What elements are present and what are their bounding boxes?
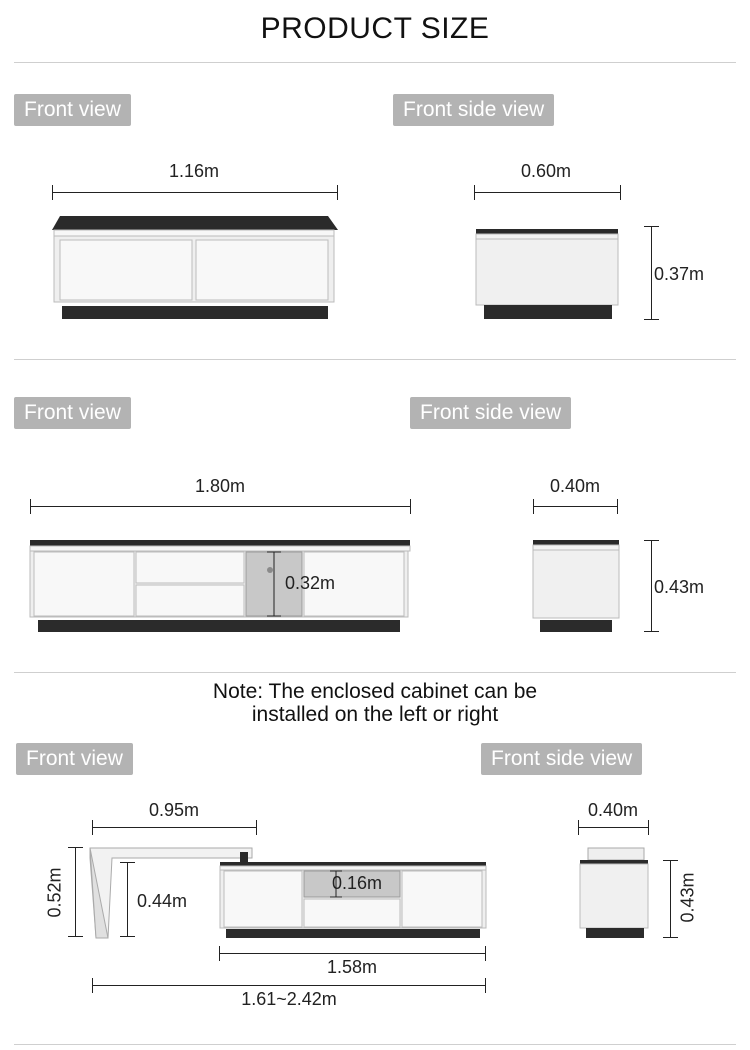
divider <box>14 359 736 360</box>
tv-cabinet-extended-side-drawing <box>530 538 622 634</box>
dimension-line <box>219 953 486 954</box>
front-side-view-tag: Front side view <box>393 94 554 126</box>
front-view-tag: Front view <box>14 397 131 429</box>
dimension-line <box>52 192 338 193</box>
divider <box>14 672 736 673</box>
divider <box>14 62 736 63</box>
front-side-view-tag: Front side view <box>481 743 642 775</box>
dimension-label: 0.52m <box>44 867 65 918</box>
dimension-line <box>30 506 411 507</box>
dimension-label: 0.43m <box>677 872 698 923</box>
corner-tv-cabinet-front-drawing <box>88 844 490 940</box>
dimension-label: 0.43m <box>654 577 705 597</box>
dimension-line <box>533 506 618 507</box>
dimension-line <box>92 985 486 986</box>
dimension-line <box>651 540 652 632</box>
dimension-label: 0.40m <box>549 476 601 496</box>
front-view-tag: Front view <box>14 94 131 126</box>
dimension-line <box>670 860 671 938</box>
dimension-label: 0.32m <box>285 573 336 593</box>
dimension-label: 0.40m <box>587 800 639 820</box>
dimension-label: 0.95m <box>148 800 200 820</box>
front-side-view-tag: Front side view <box>410 397 571 429</box>
dimension-line <box>474 192 621 193</box>
note-line-1: Note: The enclosed cabinet can be <box>212 680 538 703</box>
dimension-label: 0.60m <box>520 161 572 181</box>
dimension-label: 1.16m <box>168 161 220 181</box>
page-title: PRODUCT SIZE <box>260 12 490 45</box>
dimension-label: 1.61~2.42m <box>241 989 337 1009</box>
note-line-2: installed on the left or right <box>251 703 499 726</box>
front-view-tag: Front view <box>16 743 133 775</box>
dimension-line <box>92 827 257 828</box>
divider <box>14 1044 736 1045</box>
tv-cabinet-front-drawing <box>50 210 340 322</box>
tv-cabinet-side-drawing <box>472 225 624 321</box>
dimension-label: 1.58m <box>326 957 378 977</box>
dimension-line <box>651 226 652 320</box>
tv-cabinet-extended-front-drawing <box>28 538 412 634</box>
dimension-label: 1.80m <box>194 476 246 496</box>
dimension-label: 0.16m <box>332 873 383 893</box>
corner-tv-cabinet-side-drawing <box>576 846 652 940</box>
dimension-line <box>75 847 76 937</box>
dimension-line <box>578 827 649 828</box>
dimension-label: 0.37m <box>654 264 705 284</box>
dimension-label: 0.44m <box>137 891 188 911</box>
